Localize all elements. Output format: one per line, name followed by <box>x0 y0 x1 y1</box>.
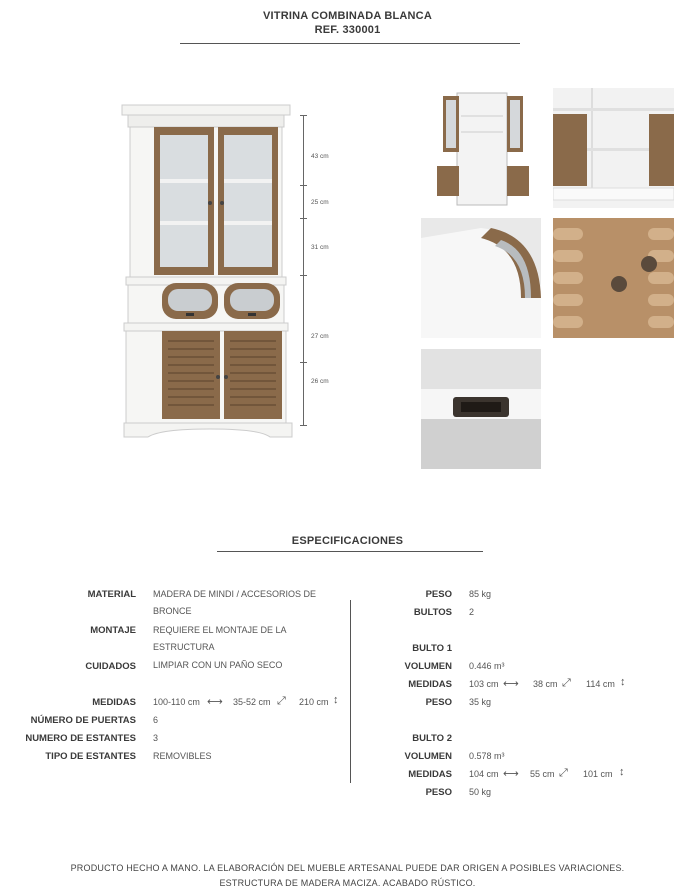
bulto1-peso-label: PESO <box>425 697 452 708</box>
height-arrow-icon: ↕ <box>620 676 626 688</box>
specifications-divider <box>217 551 483 552</box>
depth-arrow-icon: ⤢ <box>562 677 571 689</box>
dimension-label-4: 27 cm <box>311 333 329 340</box>
bulto1-width: 103 cm <box>469 679 499 689</box>
dimension-tick <box>300 362 307 363</box>
bulto1-depth: 38 cm <box>533 679 558 689</box>
width-arrow-icon: ⟷ <box>503 768 519 780</box>
cuidados-value: LIMPIAR CON UN PAÑO SECO <box>153 660 283 670</box>
medidas-label: MEDIDAS <box>92 697 136 708</box>
material-value-1: MADERA DE MINDI / ACCESORIOS DE <box>153 589 317 599</box>
dimension-tick <box>300 185 307 186</box>
dimension-scale-line <box>303 115 304 425</box>
dimension-label-5: 26 cm <box>311 378 329 385</box>
product-ref: REF. 330001 <box>314 24 381 36</box>
depth-arrow-icon: ⤢ <box>559 767 568 779</box>
puertas-label: NÚMERO DE PUERTAS <box>30 715 136 726</box>
dimension-tick <box>300 218 307 219</box>
footer-note-2: ESTRUCTURA DE MADERA MACIZA. ACABADO RÚSTICO. <box>219 878 476 888</box>
bulto2-peso-label: PESO <box>425 787 452 798</box>
dimension-label-3: 31 cm <box>311 244 329 251</box>
bulto2-medidas-label: MEDIDAS <box>408 769 452 780</box>
height-arrow-icon: ↕ <box>619 766 625 778</box>
medidas-height: 210 cm <box>299 697 329 707</box>
medidas-depth: 35-52 cm <box>233 697 271 707</box>
bulto2-depth: 55 cm <box>530 769 555 779</box>
bulto1-medidas-label: MEDIDAS <box>408 679 452 690</box>
puertas-value: 6 <box>153 715 159 725</box>
dimension-tick <box>300 425 307 426</box>
medidas-width: 100-110 cm <box>153 697 200 707</box>
product-main-image <box>110 95 310 455</box>
tipo-estantes-label: TIPO DE ESTANTES <box>45 751 136 762</box>
cuidados-label: CUIDADOS <box>85 661 136 672</box>
dimension-tick <box>300 275 307 276</box>
peso-total-label: PESO <box>425 589 452 600</box>
detail-photo-roll-top <box>421 218 541 338</box>
montaje-value-1: REQUIERE EL MONTAJE DE LA <box>153 625 287 635</box>
bulto2-height: 101 cm <box>583 769 613 779</box>
material-value-2: BRONCE <box>153 606 192 616</box>
montaje-value-2: ESTRUCTURA <box>153 642 215 652</box>
specifications-title: ESPECIFICACIONES <box>291 535 404 547</box>
bulto2-title: BULTO 2 <box>412 733 452 744</box>
bultos-label: BULTOS <box>413 607 452 618</box>
dimension-tick <box>300 115 307 116</box>
spec-column-divider <box>350 600 351 783</box>
bulto1-peso-value: 35 kg <box>469 697 492 707</box>
bulto2-peso-value: 50 kg <box>469 787 492 797</box>
peso-total-value: 85 kg <box>469 589 492 599</box>
depth-arrow-icon: ⤢ <box>277 695 286 707</box>
detail-photo-interior <box>553 88 674 208</box>
width-arrow-icon: ⟷ <box>503 678 519 690</box>
dimension-label-2: 25 cm <box>311 199 329 206</box>
bulto1-volumen-value: 0.446 m³ <box>469 661 505 671</box>
bulto1-title: BULTO 1 <box>412 643 452 654</box>
bulto2-width: 104 cm <box>469 769 499 779</box>
dimension-label-1: 43 cm <box>311 153 329 160</box>
width-arrow-icon: ⟷ <box>207 696 223 708</box>
tipo-estantes-value: REMOVIBLES <box>153 751 212 761</box>
bulto2-volumen-label: VOLUMEN <box>404 751 452 762</box>
detail-photo-knobs <box>553 218 674 338</box>
bulto1-volumen-label: VOLUMEN <box>404 661 452 672</box>
bulto1-height: 114 cm <box>586 679 615 689</box>
height-arrow-icon: ↕ <box>333 694 339 706</box>
footer-note-1: PRODUCTO HECHO A MANO. LA ELABORACIÓN DEL MUEBLE ARTESANAL PUEDE DAR ORIGEN A POSIBLES VARIACIONES. <box>70 863 625 873</box>
estantes-value: 3 <box>153 733 159 743</box>
material-label: MATERIAL <box>87 589 136 600</box>
bulto2-volumen-value: 0.578 m³ <box>469 751 505 761</box>
product-title: VITRINA COMBINADA BLANCA <box>263 10 432 22</box>
detail-photo-open-cabinet <box>421 88 541 208</box>
bultos-value: 2 <box>469 607 475 617</box>
header-divider <box>180 43 520 44</box>
estantes-label: NUMERO DE ESTANTES <box>25 733 136 744</box>
detail-photo-drawer-pull <box>421 349 541 469</box>
montaje-label: MONTAJE <box>90 625 136 636</box>
